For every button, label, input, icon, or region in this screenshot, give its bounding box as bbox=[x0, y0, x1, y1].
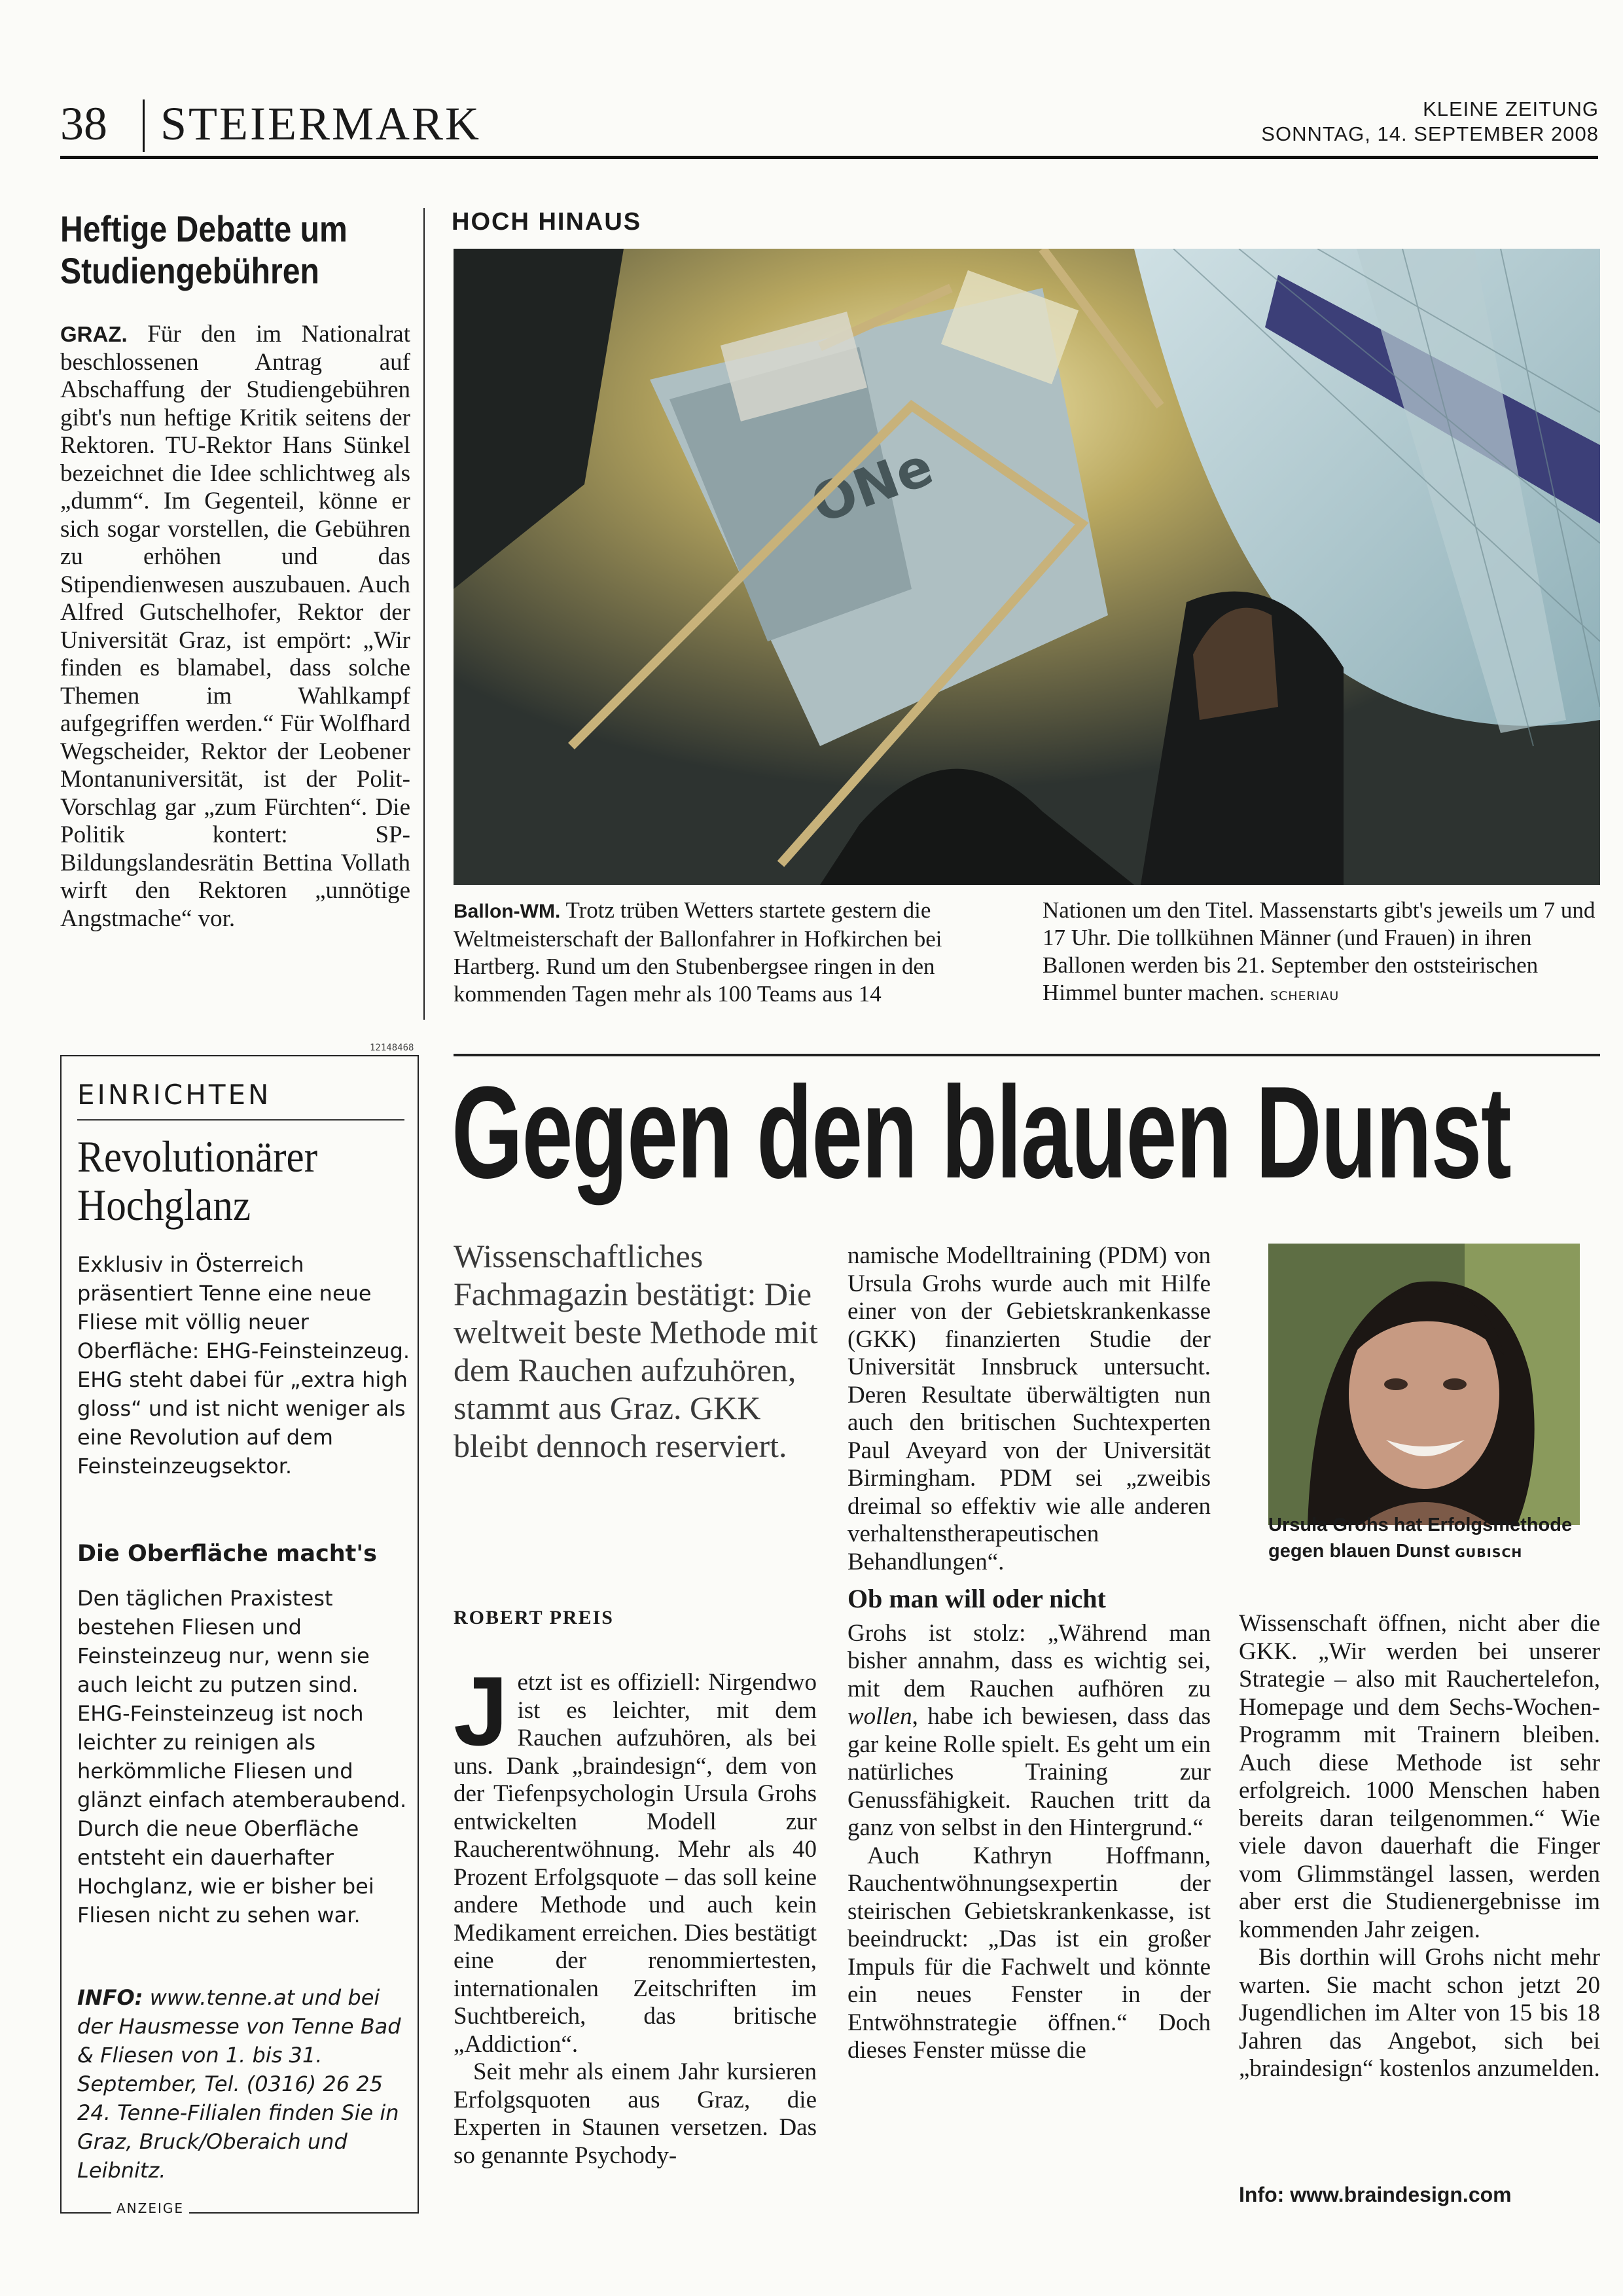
issue-date: SONNTAG, 14. SEPTEMBER 2008 bbox=[1261, 122, 1599, 145]
quote-text-pre: Grohs ist stolz: „Während man bisher annahm, dass es wichtig sei, mit dem Rauchen aufhören zu bbox=[847, 1619, 1211, 1702]
photo-caption-text-1: Trotz trüben Wetters startete gestern die Weltmeisterschaft der Ballonfahrer in Hofkirchen bei Hartberg. Rund um den Stubenbergsee ringen in den kommenden Tagen mehr als 100 Teams aus 14 bbox=[454, 897, 942, 1007]
photo-caption-lead: Ballon-WM. bbox=[454, 901, 561, 922]
main-article-column-1 bbox=[454, 1656, 817, 2170]
ad-kicker: EINRICHTEN bbox=[77, 1079, 272, 1111]
main-article-intro: etzt ist es offiziell: Nirgendwo ist es leichter, mit dem Rauchen aufzuhören, als bei uns. Dank „braindesign“, dem von der Tiefenpsychologin Ursula Grohs entwickelten Modell zur Raucherentwöhnung. Mehr als 40 Prozent Erfolgsquote – das soll keine andere Methode und auch kein Medikament erreichen. Dies bestätigt eine der renommiertesten, internationalen Zeitschriften im Suchtbereich, das britische „Addiction“. bbox=[454, 1669, 817, 2058]
ad-body-2: Den täglichen Praxistest bestehen Fliesen und Feinsteinzeug nur, wenn sie auch leicht zu putzen sind. EHG-Feinsteinzeug ist noch leichter zu reinigen als herkömmliche Fliesen und glänzt einfach atemberaubend. Durch die neue Oberfläche entsteht ein dauerhafter Hochglanz, wie er bisher bei Fliesen nicht zu sehen war. bbox=[77, 1586, 407, 1928]
main-headline: Gegen den blauen Dunst bbox=[452, 1060, 1511, 1206]
column-rule bbox=[423, 208, 425, 1020]
photo-caption-text-2: Nationen um den Titel. Massenstarts gibt's jeweils um 7 und 17 Uhr. Die tollkühnen Männer (und Frauen) in ihren Ballonen werden bis 21. September den oststeirischen Himmel bunter machen. bbox=[1043, 897, 1596, 1005]
ad-headline: Revolutionärer Hochglanz bbox=[77, 1132, 318, 1230]
article-info-link: Info: www.braindesign.com bbox=[1239, 2183, 1512, 2206]
page-number: 38 bbox=[60, 98, 107, 150]
quote-text-post: , habe ich bewiesen, dass das gar keine Rolle spielt. Es geht um ein natürliches Training zur Genussfähigkeit. Rauchen tritt da ganz von selbst in den Hintergrund.“ bbox=[847, 1703, 1211, 1841]
main-article-column-3 bbox=[1239, 1610, 1600, 2083]
main-article-paragraph: Seit mehr als einem Jahr kursieren Erfolgsquoten aus Graz, die Experten in Staunen versetzen. Das so genannte Psychody- bbox=[454, 2058, 817, 2169]
left-article-body bbox=[60, 321, 410, 933]
photo-caption-part-2 bbox=[1043, 897, 1599, 1010]
ad-subheading: Die Oberfläche macht's bbox=[77, 1541, 377, 1567]
masthead-info bbox=[1261, 97, 1599, 147]
main-article-column-2 bbox=[847, 1242, 1211, 2065]
portrait-caption-text: Ursula Grohs hat Erfolgsmethode gegen blauen Dunst bbox=[1268, 1515, 1573, 1562]
ad-id: 12148468 bbox=[370, 1043, 414, 1053]
svg-text:ONe: ONe bbox=[803, 435, 941, 535]
main-article-paragraph: namische Modelltraining (PDM) von Ursula Grohs wurde auch mit Hilfe einer von der Gebietskrankenkasse (GKK) finanzierten Studie der Universität Innsbruck untersucht. Deren Resultate überwältigten nun auch den britischen Suchtexperten Paul Aveyard von der Universität Birmingham. PDM sei „zweibis dreimal so effektiv wie alle anderen verhaltenstherapeutischen Behandlungen“. bbox=[847, 1242, 1211, 1575]
ad-info bbox=[77, 1983, 411, 2185]
ad-divider bbox=[77, 1119, 404, 1121]
portrait-caption bbox=[1268, 1512, 1580, 1566]
paper-name: KLEINE ZEITUNG bbox=[1423, 98, 1599, 120]
portrait-credit: GUBISCH bbox=[1455, 1546, 1523, 1560]
quote-emphasis: wollen bbox=[847, 1703, 912, 1730]
section-title: STEIERMARK bbox=[160, 98, 482, 150]
drop-cap: J bbox=[454, 1656, 508, 1766]
header-separator bbox=[143, 99, 145, 152]
left-article-headline: Heftige Debatte um Studiengebühren bbox=[60, 208, 348, 291]
portrait-photo bbox=[1268, 1244, 1580, 1525]
left-article-text: Für den im Nationalrat beschlossenen Antrag auf Abschaffung der Studiengebühren gibt's nun heftige Kritik seitens der Rektoren. TU-Rektor Hans Sünkel bezeichnet die Idee schlichtweg als „dumm“. Im Gegenteil, könne er sich sogar vorstellen, die Gebühren zu erhöhen und das Stipendienwesen auszubauen. Auch Alfred Gutschelhofer, Rektor der Universität Graz, ist empört: „Wir finden es blamabel, dass solche Themen im Wahlkampf aufgegriffen werden.“ Für Wolfhard Wegscheider, Rektor der Leobener Montanuniversität, ist der Polit-Vorschlag gar „zum Fürchten“. Die Politik kontert: SP-Bildungslandesrätin Bettina Vollath wirft den Rektoren „unnötige Angstmache“ vor. bbox=[60, 321, 411, 932]
photo-caption-part-1 bbox=[454, 897, 1016, 1008]
portrait-illustration bbox=[1268, 1244, 1580, 1525]
balloon-photo bbox=[454, 249, 1600, 885]
main-article-paragraph: Auch Kathryn Hoffmann, Rauchentwöhnungsexpertin der steirischen Gebietskrankenkasse, ist beeindruckt: „Das ist ein großer Impuls für die Fachwelt und könnte ein neues Fenster in der Entwöhnstrategie öffnen.“ Doch dieses Fenster müsse die bbox=[847, 1842, 1211, 2064]
photo-credit: SCHERIAU bbox=[1270, 989, 1340, 1003]
main-article-quote-paragraph bbox=[847, 1620, 1211, 1842]
ad-info-text: www.tenne.at und bei der Hausmesse von Tenne Bad & Fliesen von 1. bis 31. September, Tel. (0316) 26 25 24. Tenne-Filialen finden Sie in Graz, Bruck/Oberaich und Leibnitz. bbox=[77, 1985, 401, 2183]
ad-info-label: INFO: bbox=[77, 1985, 143, 2010]
author-byline: ROBERT PREIS bbox=[454, 1607, 614, 1628]
main-article-paragraph: Wissenschaft öffnen, nicht aber die GKK. „Wir werden bei unserer Strategie – also mit Rauchertelefon, Homepage und dem Sechs-Wochen-Programm mit Trainern bleiben. Auch diese Methode ist sehr erfolgreich. 1000 Menschen haben bereits daran teilgenommen.“ Wie viele davon dauerhaft die Finger vom Glimmstängel lassen, werden aber erst die Studienergebnisse im kommenden Jahr zeigen. bbox=[1239, 1610, 1600, 1943]
main-deck: Wissenschaftliches Fachmagazin bestätigt: Die weltweit beste Methode mit dem Rauchen aufzuhören, stammt aus Graz. GKK bleibt dennoch reserviert. bbox=[454, 1238, 818, 1464]
ad-label: ANZEIGE bbox=[111, 2200, 189, 2216]
photo-kicker: HOCH HINAUS bbox=[452, 208, 642, 236]
main-article-rule bbox=[454, 1054, 1600, 1056]
balloon-photo-illustration bbox=[454, 249, 1600, 885]
left-article-dateline: GRAZ. bbox=[60, 322, 128, 346]
ad-body: Exklusiv in Österreich präsentiert Tenne eine neue Fliese mit völlig neuer Oberfläche: EHG-Feinsteinzeug. EHG steht dabei für „extra high gloss“ und ist nicht weniger als eine Revolution auf dem Feinsteinzeugsektor. bbox=[77, 1252, 410, 1479]
main-article-subheading: Ob man will oder nicht bbox=[847, 1584, 1106, 1613]
header-rule bbox=[60, 156, 1598, 159]
main-article-paragraph: Bis dorthin will Grohs nicht mehr warten. Sie macht schon jetzt 20 Jugendlichen im Alter von 15 bis 18 Jahren das Angebot, sich bei „braindesign“ kostenlos anzumelden. bbox=[1239, 1944, 1600, 2082]
